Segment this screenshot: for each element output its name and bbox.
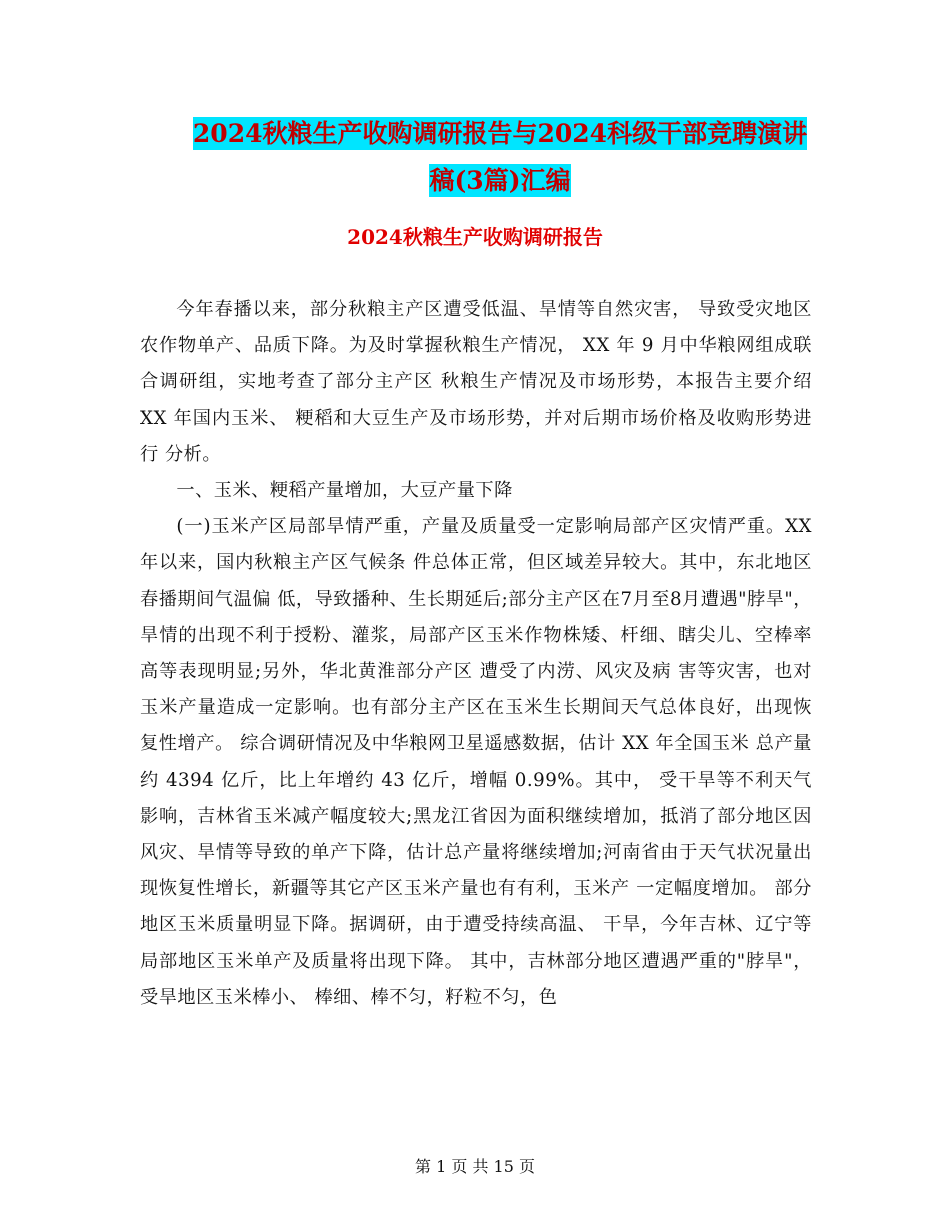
document-title-line2: 稿(3篇)汇编: [429, 166, 571, 195]
paragraph-corn: (一)玉米产区局部旱情严重，产量及质量受一定影响局部产区灾情严重。XX 年以来，国内秋粮主产区气候条 件总体正常，但区域差异较大。其中，东北地区春播期间气温偏 低，导致播种、生长期延后;部分主产区在7月至8月遭遇"脖旱"，旱情的出现不利于授粉、灌浆，局部产区玉米作物株矮、杆细、瞎尖儿、空棒率高等表现明显;另外，华北黄淮部分产区 遭受了内涝、风灾及病 害等灾害，也对玉米产量造成一定影响。也有部分主产区在玉米生长期间天气总体良好，出现恢复性增产。 综合调研情况及中华粮网卫星遥感数据，估计 XX 年全国玉米 总产量约 4394 亿斤，比上年增约 43 亿斤，增幅 0.99%。其中， 受干旱等不利天气影响，吉林省玉米减产幅度较大;黑龙江省因为面积继续增加，抵消了部分地区因风灾、旱情等导致的单产下降，估计总产量将继续增加;河南省由于天气状况量出现恢复性增长，新疆等其它产区玉米产量也有有利，玉米产 一定幅度增加。 部分地区玉米质量明显下降。据调研，由于遭受持续高温、 干旱，今年吉林、辽宁等局部地区玉米单产及质量将出现下降。 其中，吉林部分地区遭遇严重的"脖旱"，受旱地区玉米棒小、 棒细、棒不匀，籽粒不匀，色: [140, 516, 812, 1008]
page-number-footer: 第 1 页 共 15 页: [415, 1157, 535, 1176]
document-body: [140, 292, 812, 1016]
paragraph-heading-1: 一、玉米、粳稻产量增加，大豆产量下降: [176, 480, 513, 502]
document-title-line1: 2024秋粮生产收购调研报告与2024科级干部竞聘演讲: [192, 119, 808, 148]
paragraph-intro: 今年春播以来，部分秋粮主产区遭受低温、旱情等自然灾害， 导致受灾地区农作物单产、品质下降。为及时掌握秋粮生产情况， XX 年 9 月中华粮网组成联合调研组，实地考查了部分主产区 秋粮生产情况及市场形势，本报告主要介绍 XX 年国内玉米、 粳稻和大豆生产及市场形势，并对后期市场价格及收购形势进行 分析。: [140, 299, 812, 465]
section-title: 2024秋粮生产收购调研报告: [347, 225, 603, 249]
document-title: [140, 110, 860, 204]
